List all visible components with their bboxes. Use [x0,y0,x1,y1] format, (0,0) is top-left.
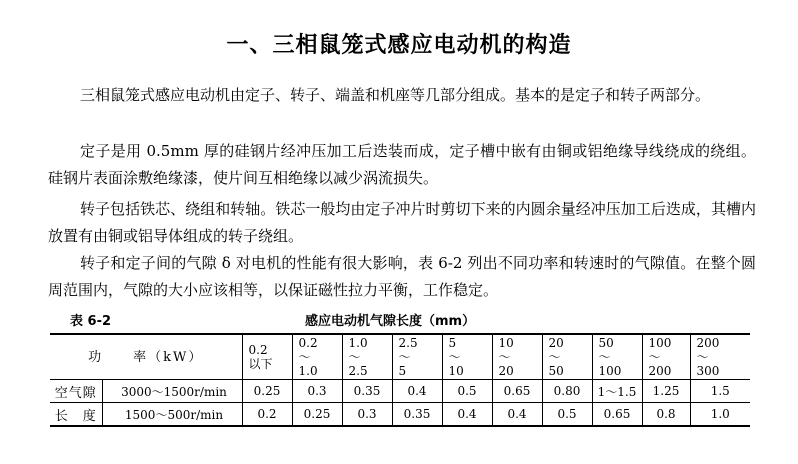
value-cell: 0.2 [242,403,292,427]
value-cell: 0.5 [442,380,492,403]
speed-cell: 3000～1500r/min [102,380,242,403]
value-cell: 0.4 [392,380,442,403]
section-title: 一、三相鼠笼式感应电动机的构造 [226,33,572,58]
range-mid: ～ [696,350,709,364]
range-mid: ～ [298,350,311,364]
range-mid: ～ [448,350,461,364]
power-range-cell [542,334,592,380]
value-cell: 0.3 [342,403,392,427]
range-bottom: 1.0 [298,364,318,378]
range-mid: ～ [498,350,511,364]
table-label: 表 6-2 [70,314,112,329]
range-top: 200 [696,336,720,350]
range-bottom: 以下 [248,357,273,371]
range-top: 50 [598,336,614,350]
range-top: 100 [648,336,672,350]
range-mid: ～ [398,350,411,364]
range-bottom: 5 [398,364,407,378]
power-range-cell [392,334,442,380]
row-label-air-gap: 空气隙 [50,380,102,403]
paragraph-air-gap: 转子和定子间的气隙 δ 对电机的性能有很大影响，表 6-2 列出不同功率和转速时的气隙值。在整个圆周范围内，气隙的大小应该相等，以保证磁性拉力平衡，工作稳定。 [48,254,756,299]
value-cell: 1.25 [642,380,690,403]
range-top: 0.2 [248,343,268,357]
range-top: 0.2 [298,336,318,350]
row-label-length: 长 度 [50,403,102,427]
table-header-row [50,334,750,380]
range-bottom: 20 [498,364,514,378]
range-top: 10 [498,336,514,350]
range-top: 20 [548,336,564,350]
range-mid: ～ [648,350,661,364]
value-cell: 0.65 [592,403,642,427]
table-name: 感应电动机气隙长度（mm） [305,314,476,329]
value-cell: 0.35 [342,380,392,403]
power-range-cell [592,334,642,380]
paragraph-structure: 三相鼠笼式感应电动机由定子、转子、端盖和机座等几部分组成。基本的是定子和转子两部分。 [80,86,711,104]
value-cell: 1～1.5 [592,380,642,403]
table-row [50,380,750,403]
range-mid: ～ [348,350,361,364]
range-bottom: 100 [598,364,622,378]
value-cell: 1.0 [690,403,750,427]
speed-cell: 1500～500r/min [102,403,242,427]
paragraph-stator: 定子是用 0.5mm 厚的硅钢片经冲压加工后迭装而成，定子槽中嵌有由铜或铝绝缘导线绕成的绕组。硅钢片表面涂敷绝缘漆，使片间互相绝缘以减少涡流损失。 [48,142,756,187]
value-cell: 0.25 [292,403,342,427]
value-cell: 0.35 [392,403,442,427]
power-header-cell [50,334,242,380]
value-cell: 0.4 [492,403,542,427]
range-mid: ～ [548,350,561,364]
power-range-cell [342,334,392,380]
power-header: 功 率（kW） [88,349,204,365]
range-bottom: 200 [648,364,672,378]
power-range-cell [492,334,542,380]
range-bottom: 50 [548,364,564,378]
power-range-cell [442,334,492,380]
value-cell: 0.8 [642,403,690,427]
range-bottom: 300 [696,364,720,378]
value-cell: 0.3 [292,380,342,403]
value-cell: 0.25 [242,380,292,403]
range-top: 2.5 [398,336,418,350]
paragraph-rotor: 转子包括铁芯、绕组和转轴。铁芯一般均由定子冲片时剪切下来的内圆余量经冲压加工后迭成，其槽内放置有由铜或铝导体组成的转子绕组。 [48,200,756,245]
value-cell: 0.80 [542,380,592,403]
range-mid: ～ [598,350,611,364]
range-top: 1.0 [348,336,368,350]
power-range-cell [292,334,342,380]
range-top: 5 [448,336,457,350]
power-range-cell [642,334,690,380]
table-row [50,403,750,427]
value-cell: 0.5 [542,403,592,427]
value-cell: 0.65 [492,380,542,403]
power-range-cell [690,334,750,380]
air-gap-table [50,333,750,427]
range-bottom: 10 [448,364,464,378]
power-range-cell [242,334,292,380]
range-bottom: 2.5 [348,364,368,378]
value-cell: 0.4 [442,403,492,427]
value-cell: 1.5 [690,380,750,403]
